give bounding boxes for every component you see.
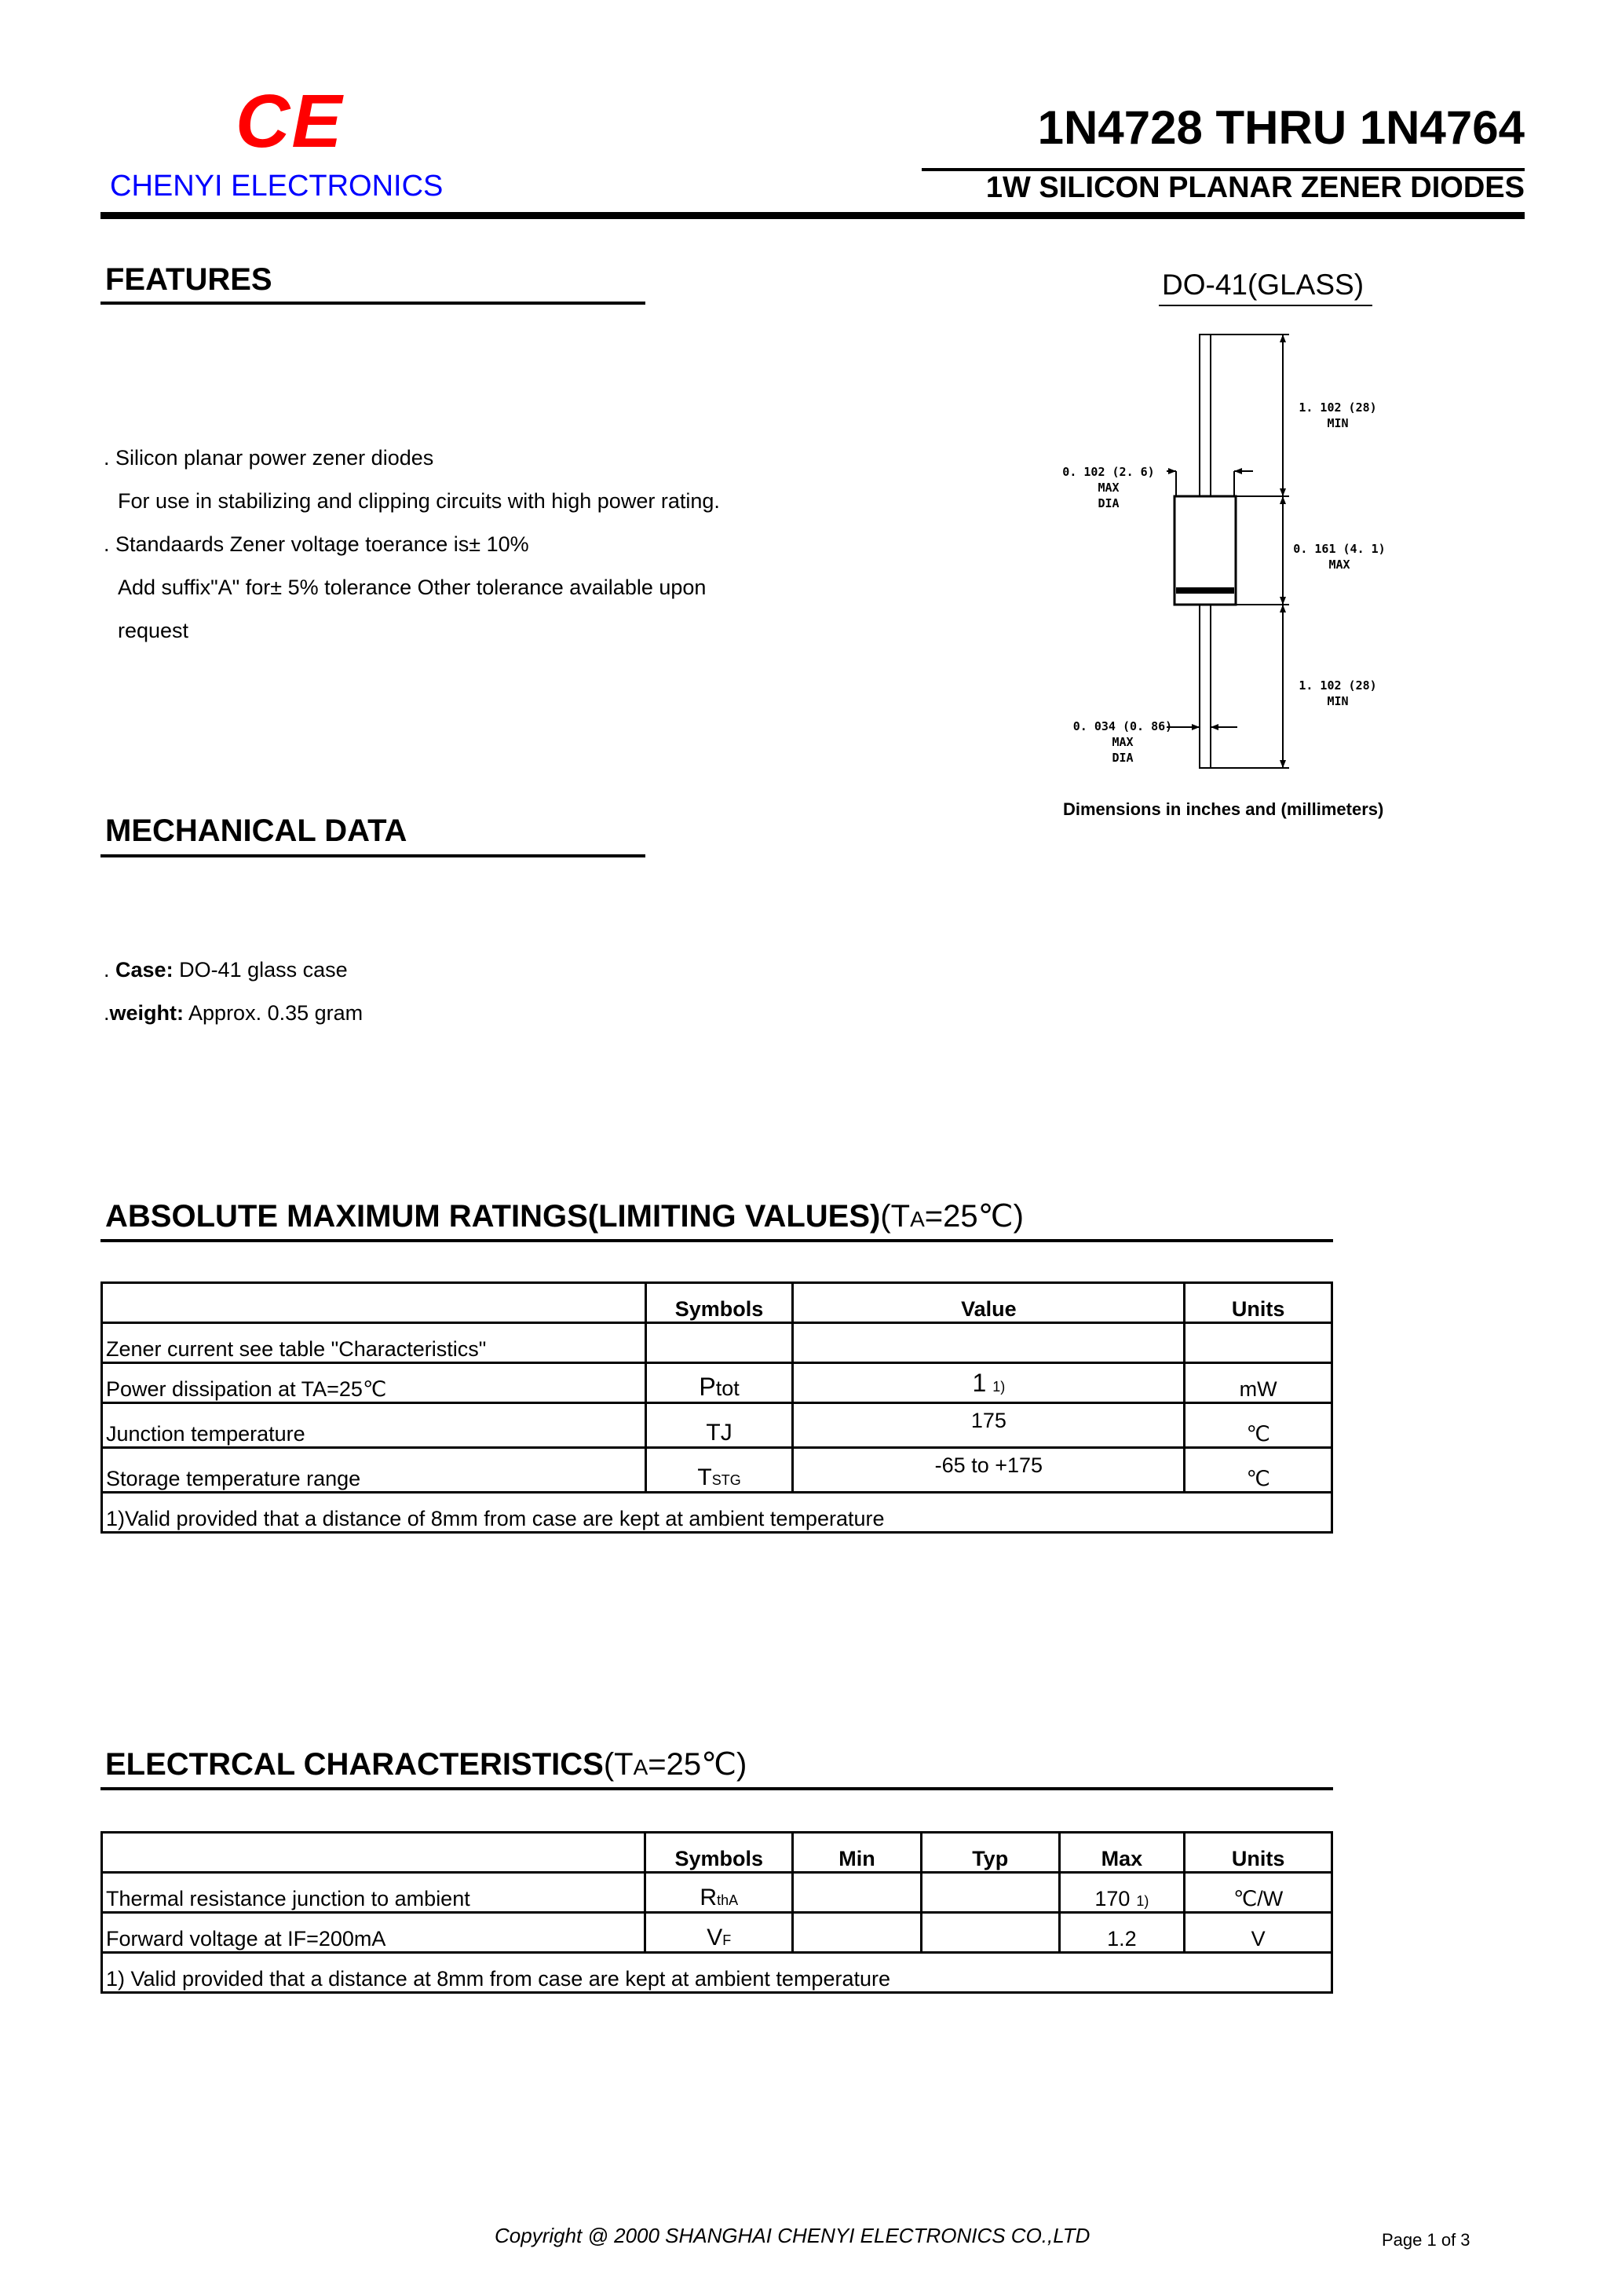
- param-cell: Power dissipation at TA=25℃: [102, 1363, 646, 1403]
- weight-label: weight:: [109, 1001, 184, 1025]
- unit-cell: ℃/W: [1185, 1873, 1332, 1913]
- table-row: [102, 1913, 1332, 1953]
- symbol-cell: [645, 1448, 793, 1493]
- param-cell: Junction temperature: [102, 1403, 646, 1448]
- feature-line: . Silicon planar power zener diodes: [104, 446, 434, 470]
- footnote-cell: 1)Valid provided that a distance of 8mm from case are kept at ambient temperature: [102, 1493, 1332, 1533]
- copyright-text: Copyright @ 2000 SHANGHAI CHENYI ELECTRONICS CO.,LTD: [495, 2224, 1090, 2247]
- header-cell: Symbols: [645, 1283, 793, 1323]
- param-cell: Forward voltage at IF=200mA: [102, 1913, 645, 1953]
- max-cell: 1.2: [1059, 1913, 1185, 1953]
- symbol-cell: [645, 1323, 793, 1363]
- electrical-cond-a: (T: [603, 1747, 634, 1782]
- dim-lead-dia-unit1: MAX: [1112, 735, 1134, 749]
- table-row: [102, 1363, 1332, 1403]
- unit-cell: mW: [1185, 1363, 1332, 1403]
- package-title: DO-41(GLASS): [1162, 269, 1364, 301]
- symbol-main: R: [700, 1885, 718, 1910]
- dim-lead-dia-unit2: DIA: [1112, 751, 1134, 765]
- company-name: CHENYI ELECTRONICS: [110, 170, 444, 203]
- mechanical-list: [104, 949, 363, 1035]
- ratings-cond-c: =25℃): [924, 1199, 1024, 1234]
- table-row: [102, 1403, 1332, 1448]
- table-footnote-row: [102, 1493, 1332, 1533]
- min-cell: [793, 1873, 922, 1913]
- symbol-sub: STG: [711, 1472, 741, 1488]
- symbol-main: P: [699, 1373, 716, 1401]
- dim-body-len-unit: MAX: [1328, 558, 1350, 572]
- header-cell: Max: [1059, 1833, 1185, 1873]
- electrical-cond-c: =25℃): [648, 1747, 747, 1782]
- symbol-main: T: [697, 1464, 712, 1490]
- typ-cell: [921, 1913, 1059, 1953]
- footnote-cell: 1) Valid provided that a distance at 8mm from case are kept at ambient temperature: [102, 1953, 1332, 1993]
- unit-cell: ℃: [1185, 1448, 1332, 1493]
- feature-line: Add suffix"A" for± 5% tolerance Other tolerance available upon: [118, 576, 707, 599]
- electrical-rule: [100, 1787, 1333, 1790]
- value-cell: 175: [793, 1403, 1185, 1448]
- value-note: 1): [992, 1378, 1006, 1395]
- feature-line: request: [118, 619, 189, 642]
- company-logo: CE: [236, 79, 344, 163]
- electrical-heading: [105, 1746, 747, 1782]
- typ-cell: [921, 1873, 1059, 1913]
- unit-cell: ℃: [1185, 1403, 1332, 1448]
- header-cell: Typ: [921, 1833, 1059, 1873]
- case-label: Case:: [115, 958, 174, 982]
- header-cell: Min: [793, 1833, 922, 1873]
- symbol-sub: tot: [715, 1377, 740, 1400]
- mechanical-rule: [100, 854, 645, 857]
- symbol-cell: TJ: [645, 1403, 793, 1448]
- table-row: [102, 1323, 1332, 1363]
- header-cell: [102, 1833, 645, 1873]
- part-range-title: 1N4728 THRU 1N4764: [1037, 101, 1525, 154]
- features-rule: [100, 302, 645, 305]
- ratings-heading: [105, 1198, 1024, 1234]
- page-subtitle: 1W SILICON PLANAR ZENER DIODES: [985, 171, 1525, 204]
- weight-value: Approx. 0.35 gram: [184, 1001, 363, 1025]
- package-title-rule: [1159, 305, 1372, 306]
- value-cell: -65 to +175: [793, 1448, 1185, 1493]
- package-caption: Dimensions in inches and (millimeters): [1063, 799, 1384, 819]
- ratings-title: ABSOLUTE MAXIMUM RATINGS(LIMITING VALUES): [105, 1199, 881, 1234]
- case-prefix: .: [104, 958, 116, 982]
- max-note: 1): [1136, 1893, 1149, 1909]
- symbol-cell: [645, 1913, 793, 1953]
- header-cell: Symbols: [645, 1833, 793, 1873]
- param-cell: Storage temperature range: [102, 1448, 646, 1493]
- symbol-sub: F: [722, 1932, 732, 1948]
- mechanical-heading: MECHANICAL DATA: [105, 813, 407, 848]
- feature-line: For use in stabilizing and clipping circuits with high power rating.: [118, 489, 720, 513]
- header-cell: Units: [1185, 1283, 1332, 1323]
- package-outline-drawing: [1021, 314, 1429, 832]
- electrical-title: ELECTRCAL CHARACTERISTICS: [105, 1747, 604, 1782]
- case-line: [104, 949, 363, 992]
- ratings-table: [100, 1281, 1333, 1534]
- symbol-sub: thA: [717, 1892, 739, 1908]
- dim-lead-dia: 0. 034 (0. 86): [1072, 719, 1173, 733]
- value-cell: [793, 1323, 1185, 1363]
- param-cell: Thermal resistance junction to ambient: [102, 1873, 645, 1913]
- case-value: DO-41 glass case: [173, 958, 348, 982]
- unit-cell: [1185, 1323, 1332, 1363]
- table-header-row: [102, 1833, 1332, 1873]
- min-cell: [793, 1913, 922, 1953]
- table-row: [102, 1448, 1332, 1493]
- header-cell: Value: [793, 1283, 1185, 1323]
- symbol-main: V: [707, 1925, 723, 1951]
- symbol-cell: [645, 1363, 793, 1403]
- table-footnote-row: [102, 1953, 1332, 1993]
- header-cell: [102, 1283, 646, 1323]
- header-rule: [100, 212, 1525, 219]
- feature-line: . Standaards Zener voltage toerance is± 10%: [104, 532, 529, 556]
- ratings-rule: [100, 1239, 1333, 1242]
- electrical-table: [100, 1831, 1333, 1994]
- dim-body-dia-unit2: DIA: [1098, 496, 1120, 510]
- lead-top: [1200, 335, 1211, 496]
- features-heading: FEATURES: [105, 262, 272, 297]
- dim-body-dia-unit1: MAX: [1098, 481, 1120, 495]
- dim-lead-top: 1. 102 (28): [1299, 400, 1377, 415]
- weight-line: [104, 992, 363, 1035]
- dim-lead-bottom-unit: MIN: [1327, 694, 1349, 708]
- param-cell: Zener current see table "Characteristics": [102, 1323, 646, 1363]
- electrical-cond-b: A: [633, 1755, 648, 1779]
- unit-cell: V: [1185, 1913, 1332, 1953]
- cathode-band: [1176, 587, 1234, 594]
- dim-lead-top-unit: MIN: [1327, 416, 1349, 430]
- dim-body-len: 0. 161 (4. 1): [1293, 542, 1386, 556]
- max-cell: [1059, 1873, 1185, 1913]
- header-cell: Units: [1185, 1833, 1332, 1873]
- ratings-cond-b: A: [910, 1207, 925, 1231]
- dim-body-dia: 0. 102 (2. 6): [1062, 465, 1155, 479]
- ratings-cond-a: (T: [880, 1199, 911, 1234]
- page-number: Page 1 of 3: [1382, 2230, 1470, 2250]
- weight-prefix: .: [104, 1001, 110, 1025]
- table-header-row: [102, 1283, 1332, 1323]
- table-row: [102, 1873, 1332, 1913]
- symbol-cell: [645, 1873, 793, 1913]
- dim-lead-bottom: 1. 102 (28): [1299, 678, 1377, 693]
- value-main: 1: [972, 1368, 987, 1397]
- lead-bottom: [1200, 605, 1211, 768]
- max-value: 170: [1094, 1887, 1131, 1910]
- value-cell: [793, 1363, 1185, 1403]
- features-list: [104, 437, 779, 653]
